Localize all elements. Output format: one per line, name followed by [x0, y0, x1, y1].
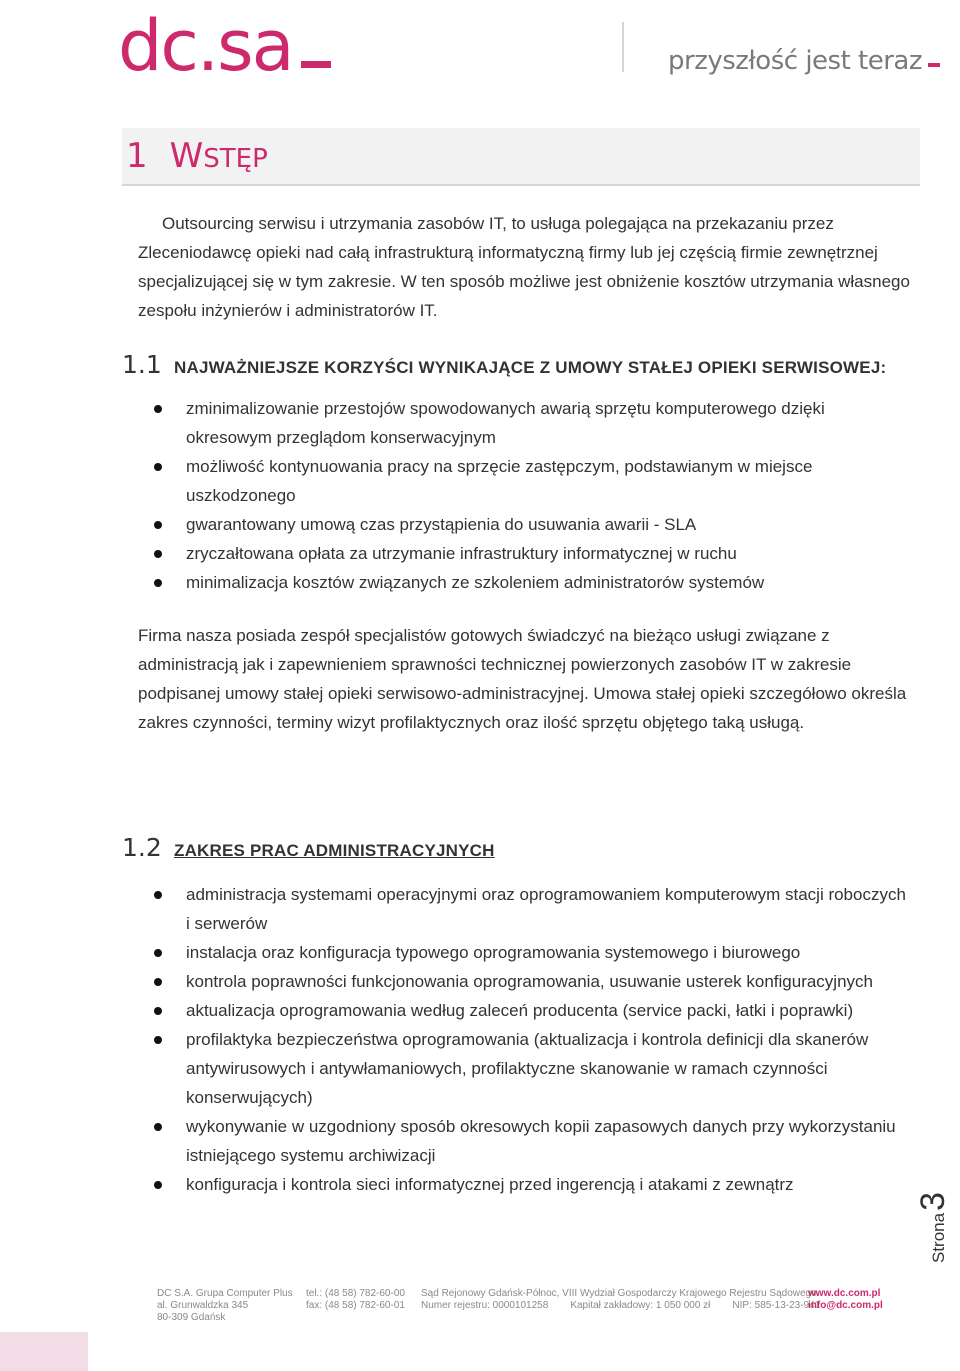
list-item: administracja systemami operacyjnymi oraz oprogramowaniem komputerowym stacji roboczych i serwerów — [150, 880, 910, 938]
header-divider — [622, 22, 624, 72]
footer-krs: Numer rejestru: 0000101258 — [421, 1300, 549, 1311]
footer-fax: fax: (48 58) 782-60-01 — [306, 1300, 405, 1311]
list-item: kontrola poprawności funkcjonowania oprogramowania, usuwanie usterek konfiguracyjnych — [150, 967, 910, 996]
admin-scope-list — [150, 880, 910, 1199]
section-1-1-number: 1.1 — [122, 350, 162, 379]
footer-phones — [306, 1288, 405, 1312]
list-item: aktualizacja oprogramowania według zaleceń producenta (service packi, łatki i poprawki) — [150, 996, 910, 1025]
section-1-2-heading — [122, 833, 495, 862]
section-1-number: 1 — [126, 136, 148, 176]
section-1-title-rest: STĘP — [203, 144, 268, 174]
page-label: Strona — [929, 1212, 948, 1263]
footer-court: Sąd Rejonowy Gdańsk-Północ, VIII Wydział Gospodarczy Krajowego Rejestru Sądowego — [421, 1288, 817, 1299]
list-item: minimalizacja kosztów związanych ze szkoleniem administratorów systemów — [150, 568, 910, 597]
list-item: profilaktyka bezpieczeństwa oprogramowania (aktualizacja i kontrola definicji dla skanerów antywirusowych i antywłamaniowych, profilaktyczne skanowanie w ramach czynności konserwujących) — [150, 1025, 910, 1112]
footer-nip: NIP: 585-13-23-941 — [732, 1300, 821, 1311]
list-item: wykonywanie w uzgodniony sposób okresowych kopii zapasowych danych przy wykorzystaniu istniejącego systemu archiwizacji — [150, 1112, 910, 1170]
logo-underscore-mark — [301, 61, 331, 68]
corner-decoration — [0, 1332, 88, 1371]
section-1-1-title: NAJWAŻNIEJSZE KORZYŚCI WYNIKAJĄCE Z UMOWY STAŁEJ OPIEKI SERWISOWEJ: — [174, 358, 887, 377]
section-1-heading — [122, 128, 920, 186]
intro-paragraph: Outsourcing serwisu i utrzymania zasobów IT, to usługa polegająca na przekazaniu przez Zleceniodawcę opieki nad całą infrastrukturą informatyczną firmy lub jej częścią firmie zewnętrznej specjalizującej się w tym zakresie. W ten sposób możliwe jest obniżenie kosztów utrzymania własnego zespołu inżynierów i administratorów IT. — [138, 214, 910, 320]
benefits-list — [150, 394, 910, 597]
tagline-underscore-mark — [928, 63, 940, 67]
list-item: konfiguracja i kontrola sieci informatycznej przed ingerencją i atakami z zewnątrz — [150, 1170, 910, 1199]
section-1-1-heading — [122, 350, 886, 379]
section-1-2-title: ZAKRES PRAC ADMINISTRACYJNYCH — [174, 841, 495, 860]
section-1-2-number: 1.2 — [122, 833, 162, 862]
page-number-block — [900, 1185, 960, 1275]
tagline-text: przyszłość jest teraz — [668, 46, 923, 76]
footer-email-link[interactable]: info@dc.com.pl — [808, 1300, 883, 1311]
footer-company-street: al. Grunwaldzka 345 — [157, 1300, 249, 1311]
header-tagline — [668, 45, 940, 77]
list-item: zminimalizowanie przestojów spowodowanych awarią sprzętu komputerowego dzięki okresowym przeglądom konserwacyjnym — [150, 394, 910, 452]
list-item: gwarantowany umową czas przystąpienia do usuwania awarii - SLA — [150, 510, 910, 539]
footer-phone: tel.: (48 58) 782-60-00 — [306, 1288, 405, 1299]
footer-company-name: DC S.A. Grupa Computer Plus — [157, 1288, 293, 1299]
team-paragraph: Firma nasza posiada zespół specjalistów gotowych świadczyć na bieżąco usługi związane z administracją jak i zapewnieniem sprawności technicznej powierzonych zasobów IT w zakresie podpisanej umowy stałej opieki serwisowo-administracyjnej. Umowa stałej opieki szczegółowo określa zakres czynności, terminy wizyt profilaktycznych oraz ilość sprzętu objętego taką usługą. — [138, 626, 907, 732]
page-number: 3 — [914, 1191, 952, 1211]
section-1-title-initial: W — [169, 136, 204, 176]
company-logo — [118, 2, 331, 87]
footer-capital: Kapitał zakładowy: 1 050 000 zł — [570, 1300, 711, 1311]
footer-registry — [421, 1288, 820, 1312]
footer-company-city: 80-309 Gdańsk — [157, 1312, 226, 1323]
footer-web — [808, 1288, 883, 1312]
section-1-title — [170, 136, 268, 176]
footer-website-link[interactable]: www.dc.com.pl — [808, 1288, 881, 1299]
list-item: instalacja oraz konfiguracja typowego oprogramowania systemowego i biurowego — [150, 938, 910, 967]
list-item: możliwość kontynuowania pracy na sprzęcie zastępczym, podstawianym w miejsce uszkodzonego — [150, 452, 910, 510]
list-item: zryczałtowana opłata za utrzymanie infrastruktury informatycznej w ruchu — [150, 539, 910, 568]
footer-company — [157, 1288, 293, 1324]
logo-text: dc.sa — [118, 5, 293, 87]
